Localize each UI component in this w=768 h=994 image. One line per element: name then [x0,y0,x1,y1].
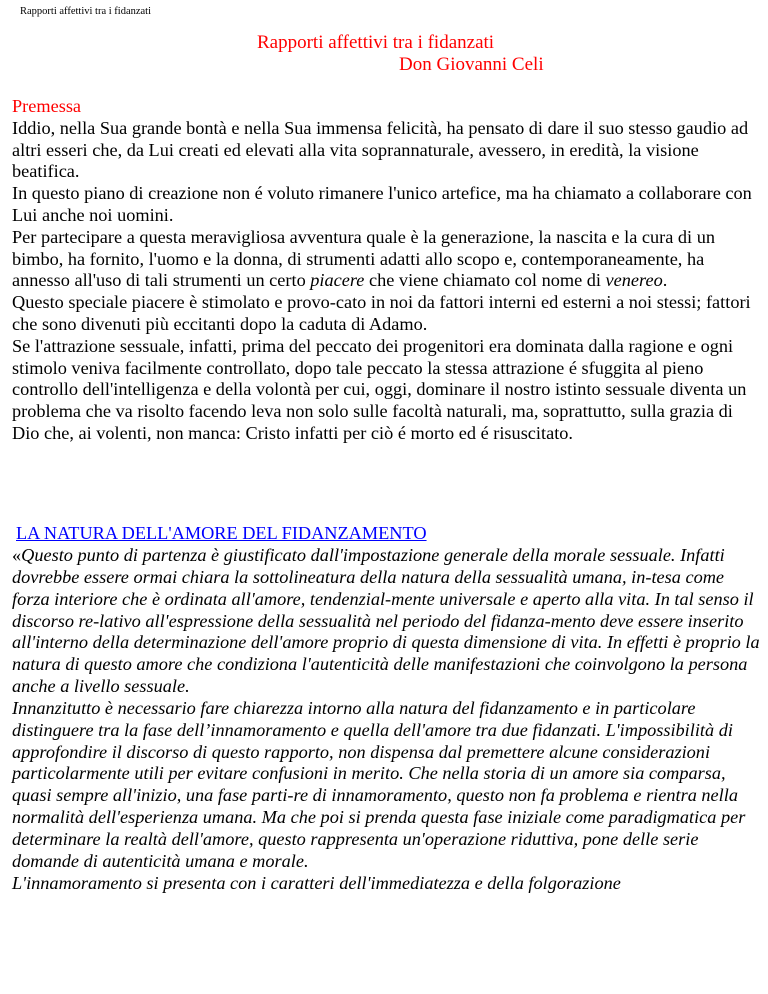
section-body [12,545,762,895]
section-heading-link[interactable]: LA NATURA DELL'AMORE DEL FIDANZAMENTO [16,523,427,543]
emphasis-text: piacere [310,270,365,291]
text-run: Per partecipare a questa meravigliosa avventura quale è la generazione, la nascita e la cura di un bimbo, ha fornito, l'uomo e la donna, di strumenti adatti allo scopo e, contemporaneamente, ha annesso all'uso di tali strumenti un certo [12,226,715,291]
italic-text: Innanzitutto è necessario fare chiarezza intorno alla natura del fidanzamento e in particolare distinguere tra la fase dell’innamoramento e quella dell'amore tra due fidanzati. L'impossibilità di approfondire il discorso di questo rapporto, non dispensa dal premettere alcune considerazioni particolarmente utili per evitare confusioni in merito. Che nella storia di un amore sia comparsa, quasi sempre all'inizio, una fase parti-re di innamoramento, questo non fa problema e rientra nella normalità dell'esperienza umana. Ma che poi si prenda questa fase iniziale come paradigmatica per determinare la realtà dell'amore, questo rappresenta un'operazione riduttiva, pone delle serie domande di autenticità umana e morale. [12,697,746,871]
quote-mark: « [12,545,22,565]
premessa-section [12,96,762,445]
text-run: che viene chiamato col nome di [364,270,606,291]
paragraph: Questo speciale piacere è stimolato e provo-cato in noi da fattori interni ed esterni a noi stessi; fattori che sono divenuti più eccitanti dopo la caduta di Adamo. [12,292,751,334]
italic-text: Questo punto di partenza è giustificato dall'impostazione generale della morale sessuale. Infatti dovrebbe essere ormai chiara la sottolineatura della natura della sessualità umana, in-tesa come forza interiore che è ordinata all'amore, tendenzial-mente universale e aperto alla vita. In tal senso il discorso re-lativo all'espressione della sessualità nel periodo del fidanza-mento deve essere inserito all'interno della determinazione dell'amore proprio di questa dimensione di vita. In effetti è proprio la natura di questo amore che condiziona l'autenticità delle manifestazioni che coinvolgono la persona anche a livello sessuale. [12,545,760,697]
author-name: Don Giovanni Celi [399,54,544,75]
emphasis-text: venereo [605,270,663,291]
paragraph: Iddio, nella Sua grande bontà e nella Sua immensa felicità, ha pensato di dare il suo stesso gaudio ad altri esseri che, da Lui creati ed elevati alla vita soprannaturale, avessero, in eredità, la visione beatifica. [12,117,749,182]
paragraph [12,227,762,292]
premessa-heading: Premessa [12,96,82,116]
running-header: Rapporti affettivi tra i fidanzati [20,6,152,17]
paragraph: Se l'attrazione sessuale, infatti, prima del peccato dei progenitori era dominata dalla ragione e ogni stimolo veniva facilmente controllato, dopo tale peccato la stessa attrazione é sfuggita al pieno controllo dell'intelligenza e della volontà per cui, oggi, dominare il nostro istinto sessuale diventa un problema che va risolto facendo leva non solo sulle facoltà naturali, ma, soprattutto, sulla grazia di Dio che, ai volenti, non manca: Cristo infatti per ciò é morto ed é risuscitato. [12,335,747,443]
title-text: Rapporti affettivi tra i fidanzati [257,32,495,53]
document-title [0,32,768,76]
paragraph [12,545,762,698]
text-run: . [662,270,668,291]
italic-text: L'innamoramento si presenta con i caratteri dell'immediatezza e della folgorazione [12,872,621,893]
paragraph: In questo piano di creazione non é voluto rimanere l'unico artefice, ma ha chiamato a collaborare con Lui anche noi uomini. [12,183,752,225]
paragraph [12,873,762,895]
paragraph [12,698,762,873]
